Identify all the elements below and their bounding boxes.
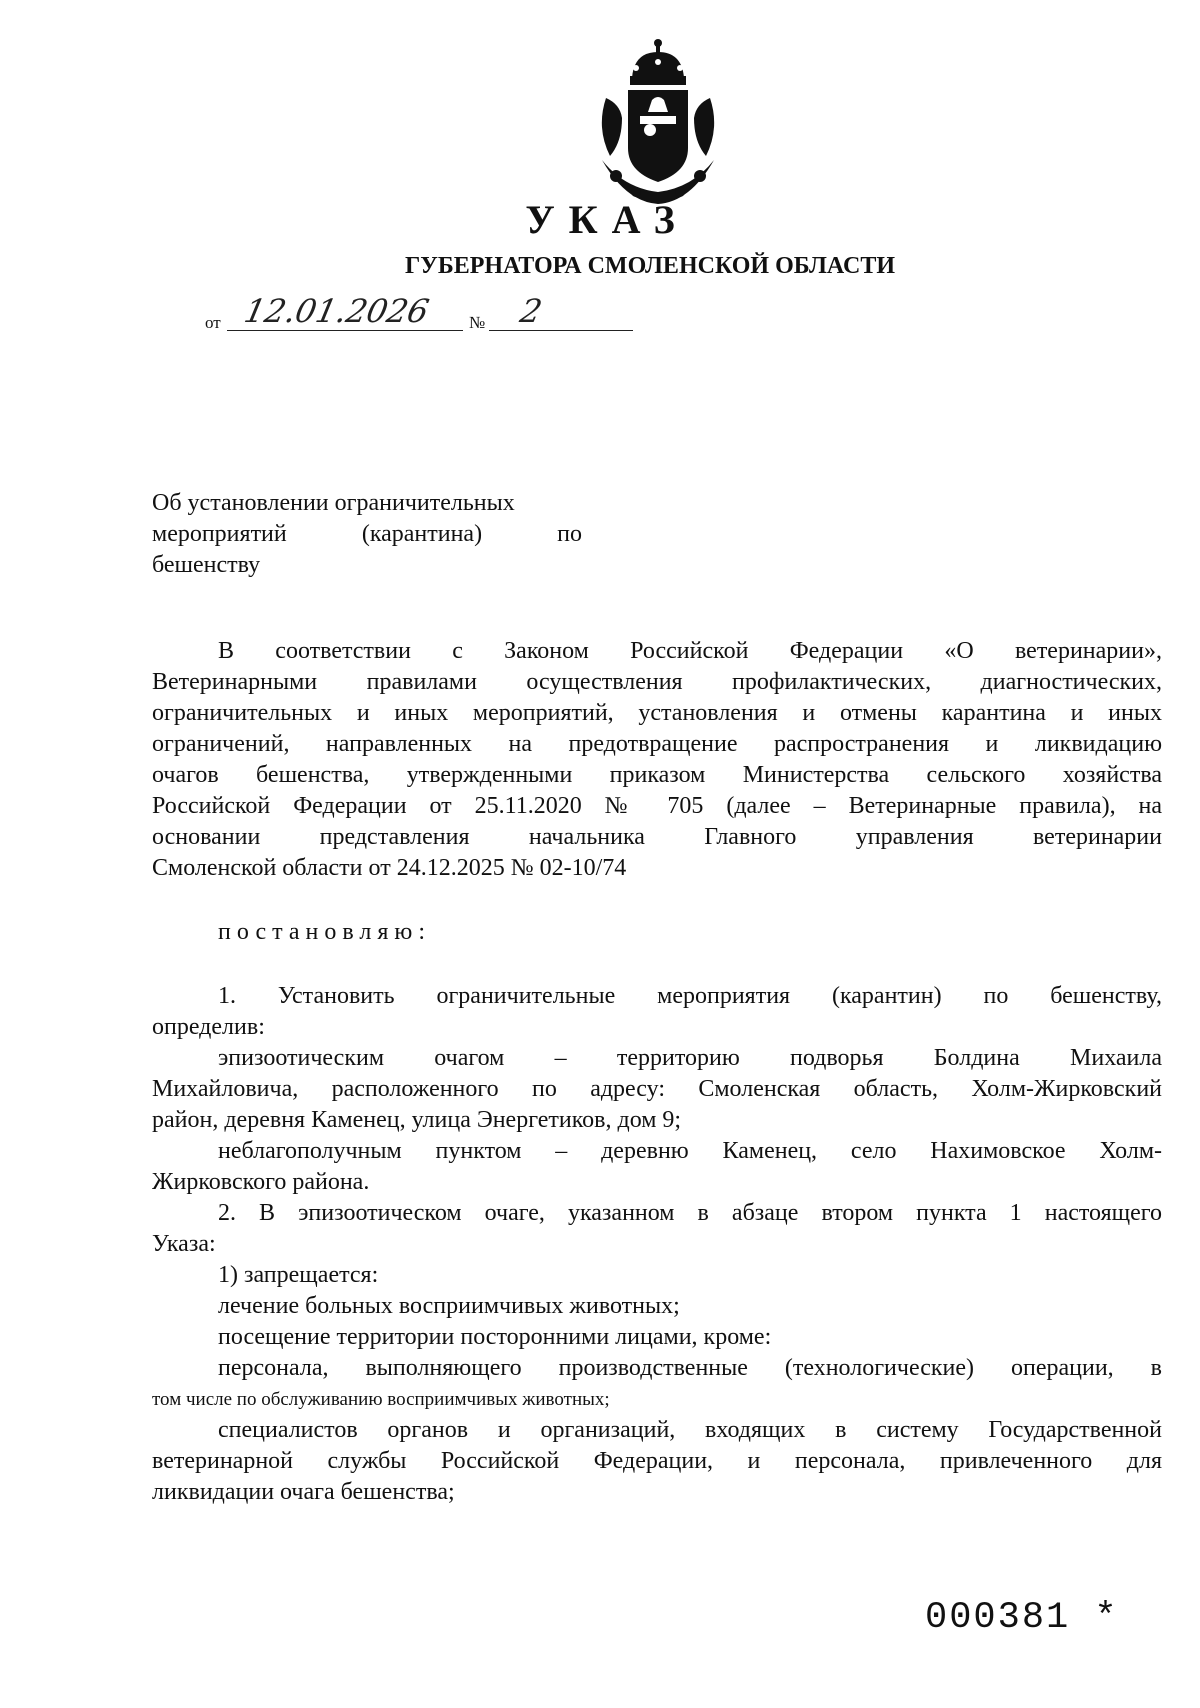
decree-word: постановляю: bbox=[218, 919, 431, 945]
item-1-paragraph-3: неблагополучным пунктом – деревню Каменец, село Нахимовское Холм- bbox=[218, 1138, 1162, 1164]
item-1: 1. Установить ограничительные мероприятия (карантин) по бешенству, bbox=[218, 983, 1162, 1009]
registration-number: 000381 * bbox=[925, 1597, 1119, 1639]
text-line: Смоленской области от 24.12.2025 № 02-10/74 bbox=[152, 855, 627, 881]
text-line: Жирковского района. bbox=[152, 1169, 370, 1195]
item-2-line: специалистов органов и организаций, входящих в систему Государственной bbox=[218, 1417, 1162, 1443]
spacer bbox=[152, 948, 1162, 981]
text-line: том числе по обслуживанию восприимчивых животных; bbox=[152, 1389, 610, 1410]
document-title: УКАЗ bbox=[525, 197, 689, 242]
number-handwritten: 2 bbox=[516, 292, 546, 330]
text-line: В соответствии с Законом Российской Федерации «О ветеринарии», bbox=[218, 638, 1162, 664]
text-line: определив: bbox=[152, 1014, 265, 1040]
heading-line: мероприятий (карантина) по bbox=[152, 521, 582, 547]
text-line: ограничительных и иных мероприятий, установления и отмены карантина и иных bbox=[152, 700, 1162, 726]
text-line: Указа: bbox=[152, 1231, 216, 1257]
document-subtitle: ГУБЕРНАТОРА СМОЛЕНСКОЙ ОБЛАСТИ bbox=[405, 253, 896, 279]
item-2-line: лечение больных восприимчивых животных; bbox=[218, 1293, 680, 1319]
date-underline bbox=[227, 330, 463, 331]
item-2: 2. В эпизоотическом очаге, указанном в абзаце втором пункта 1 настоящего bbox=[218, 1200, 1162, 1226]
text-line: основании представления начальника Главного управления ветеринарии bbox=[152, 824, 1162, 850]
heading-line: Об установлении ограничительных bbox=[152, 490, 515, 516]
date-number-line bbox=[205, 292, 645, 338]
item-1-paragraph-2: эпизоотическим очагом – территорию подворья Болдина Михаила bbox=[218, 1045, 1162, 1071]
text-line: ограничений, направленных на предотвращение распространения и ликвидацию bbox=[152, 731, 1162, 757]
preamble-paragraph bbox=[152, 636, 1162, 884]
spacer bbox=[152, 884, 1162, 917]
number-label: № bbox=[469, 313, 486, 332]
text-line: ветеринарной службы Российской Федерации, и персонала, привлеченного для bbox=[152, 1448, 1162, 1474]
item-2-line: посещение территории посторонними лицами, кроме: bbox=[218, 1324, 772, 1350]
text-line: ликвидации очага бешенства; bbox=[152, 1479, 455, 1505]
item-2-subitem-1: 1) запрещается: bbox=[218, 1262, 379, 1288]
heading-line: бешенству bbox=[152, 552, 261, 578]
number-underline bbox=[489, 330, 633, 331]
document-body bbox=[152, 636, 1162, 1508]
date-handwritten: 12.01.2026 bbox=[240, 292, 433, 330]
item-2-line: персонала, выполняющего производственные (технологические) операции, в bbox=[218, 1355, 1162, 1381]
document-heading bbox=[152, 488, 582, 581]
text-line: Михайловича, расположенного по адресу: Смоленская область, Холм-Жирковский bbox=[152, 1076, 1162, 1102]
text-line: Ветеринарными правилами осуществления профилактических, диагностических, bbox=[152, 669, 1162, 695]
text-line: очагов бешенства, утвержденными приказом Министерства сельского хозяйства bbox=[152, 762, 1162, 788]
date-label: от bbox=[205, 313, 221, 332]
text-line: район, деревня Каменец, улица Энергетиков, дом 9; bbox=[152, 1107, 682, 1133]
coat-of-arms-icon bbox=[592, 38, 724, 208]
text-line: Российской Федерации от 25.11.2020 № 705 (далее – Ветеринарные правила), на bbox=[152, 793, 1162, 819]
